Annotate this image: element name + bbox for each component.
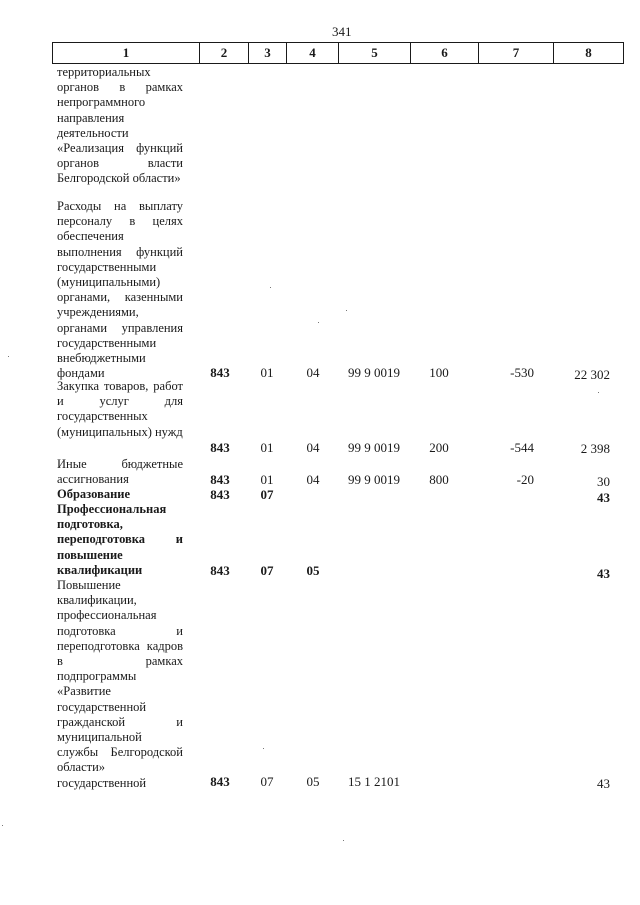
row-description: Профессиональная подготовка, переподготовка и повышение квалификации bbox=[57, 502, 183, 577]
scan-speck bbox=[8, 356, 9, 357]
header-col-3: 3 bbox=[249, 43, 287, 63]
col-7-value: -544 bbox=[510, 440, 534, 455]
col-3-value: 01 bbox=[260, 472, 274, 487]
col-4-value: 04 bbox=[306, 440, 320, 455]
row-description: Повышение квалификации, профессиональная подготовка и переподготовка кадров в рамках подпрограммы «Развитие государственной гражданской и муниципальной службы Белгородской области» государственной bbox=[57, 578, 183, 790]
scan-speck bbox=[343, 840, 344, 841]
page-number: 341 bbox=[332, 24, 352, 39]
header-col-1: 1 bbox=[53, 43, 200, 63]
col-7-value: -530 bbox=[510, 365, 534, 380]
col-8-value: 43 bbox=[597, 776, 610, 791]
scan-speck bbox=[318, 322, 319, 323]
col-4-value: 05 bbox=[306, 774, 320, 789]
col-6-value: 800 bbox=[429, 472, 449, 487]
col-8-value: 22 302 bbox=[574, 367, 610, 382]
col-2-value: 843 bbox=[210, 774, 230, 789]
scan-speck bbox=[2, 825, 3, 826]
scan-speck bbox=[263, 748, 264, 749]
col-6-value: 100 bbox=[429, 365, 449, 380]
col-6-value: 200 bbox=[429, 440, 449, 455]
col-8-value: 43 bbox=[597, 490, 610, 505]
header-col-2: 2 bbox=[200, 43, 249, 63]
scan-speck bbox=[270, 287, 271, 288]
col-2-value: 843 bbox=[210, 487, 230, 502]
header-col-4: 4 bbox=[287, 43, 339, 63]
header-col-6: 6 bbox=[411, 43, 479, 63]
col-7-value: -20 bbox=[516, 472, 534, 487]
row-description: Закупка товаров, работ и услуг для государственных (муниципальных) нужд bbox=[57, 379, 183, 439]
col-3-value: 01 bbox=[260, 440, 274, 455]
col-3-value: 07 bbox=[260, 487, 274, 502]
row-description: Расходы на выплату персоналу в целях обеспечения выполнения функций государственными (муниципальными) органами, казенными учреждениями, органами управления государственными внебюджетными фондами bbox=[57, 199, 183, 381]
col-3-value: 01 bbox=[260, 365, 274, 380]
col-4-value: 04 bbox=[306, 472, 320, 487]
col-5-value: 15 1 2101 bbox=[348, 774, 400, 789]
row-description: Образование bbox=[57, 487, 131, 501]
col-5-value: 99 9 0019 bbox=[348, 472, 400, 487]
table-header bbox=[52, 42, 624, 64]
col-5-value: 99 9 0019 bbox=[348, 365, 400, 380]
row-description: Иные бюджетные ассигнования bbox=[57, 457, 183, 487]
col-3-value: 07 bbox=[260, 774, 274, 789]
scan-speck bbox=[346, 310, 347, 311]
col-5-value: 99 9 0019 bbox=[348, 440, 400, 455]
col-2-value: 843 bbox=[210, 365, 230, 380]
col-8-value: 30 bbox=[597, 474, 610, 489]
col-2-value: 843 bbox=[210, 440, 230, 455]
header-col-5: 5 bbox=[339, 43, 411, 63]
col-4-value: 04 bbox=[306, 365, 320, 380]
col-4-value: 05 bbox=[306, 563, 320, 578]
col-2-value: 843 bbox=[210, 563, 230, 578]
col-8-value: 2 398 bbox=[580, 441, 610, 456]
scan-speck bbox=[598, 392, 599, 393]
header-col-8: 8 bbox=[585, 45, 592, 60]
row-description: территориальных органов в рамках непрограммного направления деятельности «Реализация функций органов власти Белгородской области» bbox=[57, 65, 183, 186]
col-3-value: 07 bbox=[260, 563, 274, 578]
col-2-value: 843 bbox=[210, 472, 230, 487]
col-8-value: 43 bbox=[597, 566, 610, 581]
header-col-7: 7 bbox=[479, 43, 554, 63]
